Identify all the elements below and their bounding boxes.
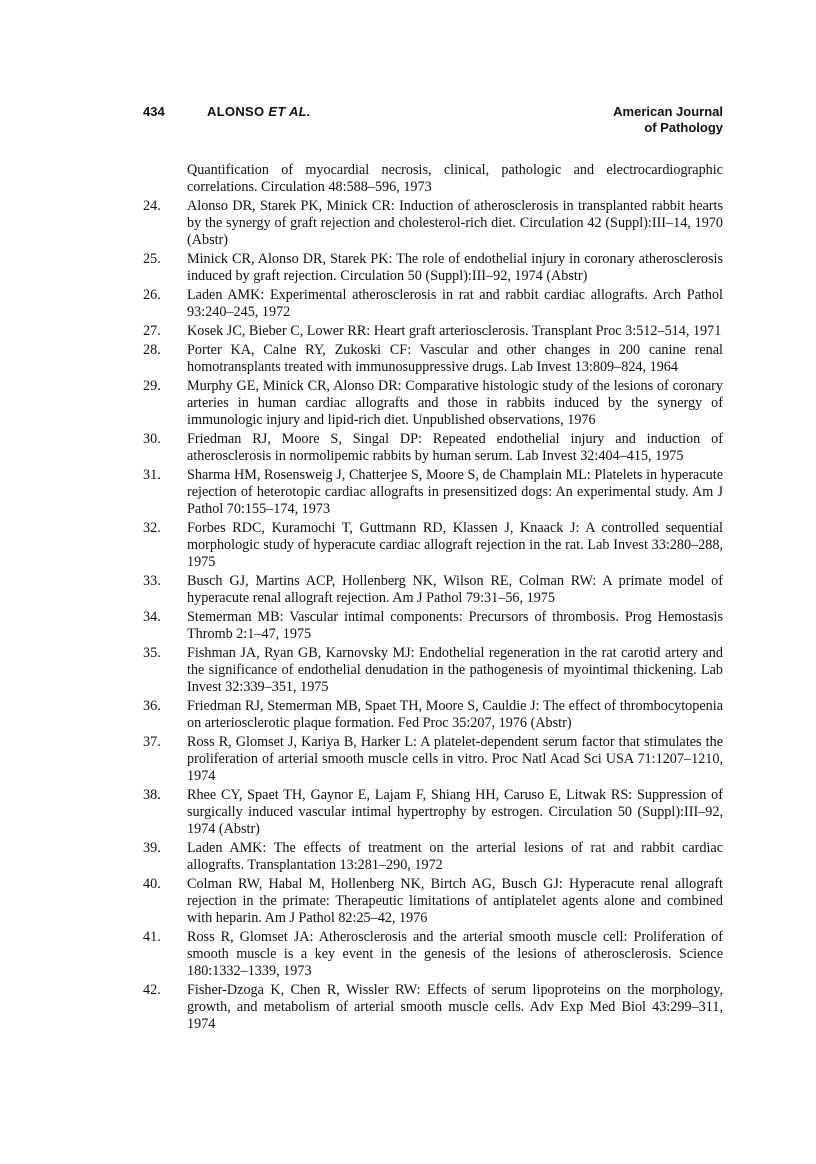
reference-number: 34.	[143, 609, 161, 625]
reference-text: Stemerman MB: Vascular intimal components: Precursors of thrombosis. Prog Hemostasis Thromb 2:1–47, 1975	[187, 609, 723, 642]
reference-item	[143, 467, 723, 518]
reference-number: 42.	[143, 982, 161, 998]
reference-item	[143, 431, 723, 465]
reference-number: 27.	[143, 323, 161, 339]
reference-item	[143, 198, 723, 249]
reference-number: 36.	[143, 698, 161, 714]
reference-item	[143, 251, 723, 285]
reference-text: Busch GJ, Martins ACP, Hollenberg NK, Wilson RE, Colman RW: A primate model of hyperacute renal allograft rejection. Am J Pathol 79:31–56, 1975	[187, 573, 723, 606]
reference-text: Forbes RDC, Kuramochi T, Guttmann RD, Klassen J, Knaack J: A controlled sequential morphologic study of hyperacute cardiac allograft rejection in the rat. Lab Invest 33:280–288, 1975	[187, 520, 723, 570]
reference-number: 38.	[143, 787, 161, 803]
reference-item	[143, 876, 723, 927]
reference-text: Laden AMK: Experimental atherosclerosis in rat and rabbit cardiac allografts. Arch Pathol 93:240–245, 1972	[187, 287, 723, 320]
running-authors	[207, 104, 311, 119]
reference-item	[143, 520, 723, 571]
reference-item	[143, 929, 723, 980]
reference-item	[143, 787, 723, 838]
reference-list	[143, 162, 723, 1033]
reference-item	[143, 573, 723, 607]
reference-item	[143, 378, 723, 429]
reference-text: Porter KA, Calne RY, Zukoski CF: Vascular and other changes in 200 canine renal homotransplants treated with immunosuppressive drugs. Lab Invest 13:809–824, 1964	[187, 342, 723, 375]
reference-text: Fisher-Dzoga K, Chen R, Wissler RW: Effects of serum lipoproteins on the morphology, growth, and metabolism of arterial smooth muscle cells. Adv Exp Med Biol 43:299–311, 1974	[187, 982, 723, 1032]
reference-text: Kosek JC, Bieber C, Lower RR: Heart graft arteriosclerosis. Transplant Proc 3:512–514, 1971	[187, 323, 722, 339]
reference-item	[143, 734, 723, 785]
reference-text: Sharma HM, Rosensweig J, Chatterjee S, Moore S, de Champlain ML: Platelets in hyperacute rejection of heterotopic cardiac allografts in presensitized dogs: An experimental study. Am J Pathol 70:155–174, 1973	[187, 467, 723, 517]
running-header	[0, 104, 816, 144]
reference-item	[143, 323, 723, 340]
page-number: 434	[143, 104, 165, 119]
reference-text: Murphy GE, Minick CR, Alonso DR: Comparative histologic study of the lesions of coronary arteries in human cardiac allografts and those in rabbits induced by the synergy of immunologic injury and lipid-rich diet. Unpublished observations, 1976	[187, 378, 723, 428]
reference-number: 26.	[143, 287, 161, 303]
reference-number: 29.	[143, 378, 161, 394]
reference-number: 37.	[143, 734, 161, 750]
reference-item	[143, 287, 723, 321]
reference-number: 39.	[143, 840, 161, 856]
reference-item	[143, 342, 723, 376]
et-al: ET AL.	[268, 104, 311, 119]
reference-text: Colman RW, Habal M, Hollenberg NK, Birtch AG, Busch GJ: Hyperacute renal allograft rejection in the primate: Therapeutic limitations of antiplatelet agents alone and combined with heparin. Am J Pathol 82:25–42, 1976	[187, 876, 723, 926]
reference-text: Laden AMK: The effects of treatment on the arterial lesions of rat and rabbit cardiac allografts. Transplantation 13:281–290, 1972	[187, 840, 723, 873]
reference-item	[143, 698, 723, 732]
reference-number: 24.	[143, 198, 161, 214]
reference-item	[143, 982, 723, 1033]
reference-number: 35.	[143, 645, 161, 661]
reference-text: Minick CR, Alonso DR, Starek PK: The role of endothelial injury in coronary atherosclerosis induced by graft rejection. Circulation 50 (Suppl):III–92, 1974 (Abstr)	[187, 251, 723, 284]
reference-text: Fishman JA, Ryan GB, Karnovsky MJ: Endothelial regeneration in the rat carotid artery and the significance of endothelial denudation in the pathogenesis of myointimal thickening. Lab Invest 32:339–351, 1975	[187, 645, 723, 695]
reference-number: 40.	[143, 876, 161, 892]
journal-name	[613, 104, 723, 136]
reference-item	[143, 840, 723, 874]
journal-line-2: of Pathology	[644, 120, 723, 135]
reference-number: 30.	[143, 431, 161, 447]
reference-text: Friedman RJ, Stemerman MB, Spaet TH, Moore S, Cauldie J: The effect of thrombocytopenia on arteriosclerotic plaque formation. Fed Proc 35:207, 1976 (Abstr)	[187, 698, 723, 731]
reference-number: 31.	[143, 467, 161, 483]
reference-number: 28.	[143, 342, 161, 358]
reference-number: 41.	[143, 929, 161, 945]
reference-text: Friedman RJ, Moore S, Singal DP: Repeated endothelial injury and induction of atherosclerosis in normolipemic rabbits by human serum. Lab Invest 32:404–415, 1975	[187, 431, 723, 464]
references	[143, 198, 723, 1033]
reference-text: Ross R, Glomset JA: Atherosclerosis and the arterial smooth muscle cell: Proliferation of smooth muscle is a key event in the genesis of the lesions of atherosclerosis. Science 180:1332–1339, 1973	[187, 929, 723, 979]
reference-number: 32.	[143, 520, 161, 536]
reference-text: Alonso DR, Starek PK, Minick CR: Induction of atherosclerosis in transplanted rabbit hearts by the synergy of graft rejection and cholesterol-rich diet. Circulation 42 (Suppl):III–14, 1970 (Abstr)	[187, 198, 723, 248]
reference-continuation: Quantification of myocardial necrosis, clinical, pathologic and electrocardiographic correlations. Circulation 48:588–596, 1973	[187, 162, 723, 195]
reference-text: Rhee CY, Spaet TH, Gaynor E, Lajam F, Shiang HH, Caruso E, Litwak RS: Suppression of surgically induced vascular intimal hypertrophy by estrogen. Circulation 50 (Suppl):III–92, 1974 (Abstr)	[187, 787, 723, 837]
journal-line-1: American Journal	[613, 104, 723, 119]
reference-text: Ross R, Glomset J, Kariya B, Harker L: A platelet-dependent serum factor that stimulates the proliferation of arterial smooth muscle cells in vitro. Proc Natl Acad Sci USA 71:1207–1210, 1974	[187, 734, 723, 784]
reference-number: 25.	[143, 251, 161, 267]
reference-number: 33.	[143, 573, 161, 589]
reference-item	[143, 645, 723, 696]
reference-item	[143, 609, 723, 643]
author-name: ALONSO	[207, 104, 265, 119]
